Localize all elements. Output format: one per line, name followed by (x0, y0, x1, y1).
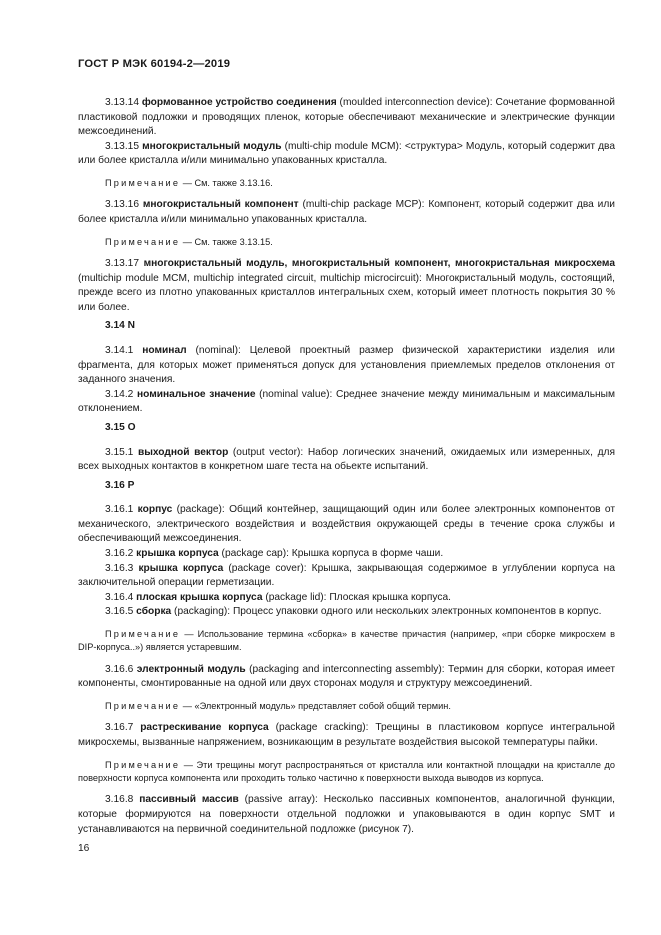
entry-definition: (package cover): Крышка, закрывающая содержимое в углублении корпуса на заключительной операции герметизации. (78, 562, 615, 589)
entry-number: 3.15.1 (105, 446, 134, 458)
entry-definition: (packaging and interconnecting assembly): Термин для сборки, которая имеет компоненты, смонтированные на одной или двух сторонах модуля и структуру межсоединений. (78, 663, 615, 690)
entry-number: 3.16.5 (105, 606, 134, 618)
entry-number: 3.16.1 (105, 504, 134, 516)
note-text: — Эти трещины могут распространяться от кристалла или контактной площадки на кристалле до поверхности корпуса компонента или проходить только частично к поверхности выхода выводов из корпуса. (78, 759, 615, 784)
document-body (78, 96, 615, 837)
entry-number: 3.16.3 (105, 562, 134, 574)
entry-term: плоская крышка корпуса (136, 591, 263, 603)
entry-term: номинальное значение (136, 388, 256, 400)
entry-definition: (package lid): Плоская крышка корпуса. (262, 591, 451, 603)
entry-term: формованное устройство соединения (141, 97, 337, 108)
note-label: Примечание (105, 629, 181, 640)
note-text: — См. также 3.13.16. (180, 177, 273, 188)
entry-number: 3.13.14 (105, 97, 139, 108)
entry-term: номинал (142, 344, 187, 356)
page-number: 16 (78, 843, 90, 854)
entry-definition: (package cap): Крышка корпуса в форме чаши. (218, 548, 444, 560)
entry-definition: (nominal): Целевой проектный размер физической характеристики изделия или фрагмента, для которых может применяться допуск для установления приемлемых пределов отклонения от заданного значения. (78, 344, 615, 386)
note-label: Примечание (105, 177, 181, 188)
entry-definition: (multi-chip package MCP): Компонент, который содержит два или более кристалла и/или минимально упакованных кристалла. (78, 199, 615, 225)
entry-definition: (passive array): Несколько пассивных компонентов, аналогичной функции, которые формируются на поверхности отдельной подложки и упаковываются в один корпус SMT и устанавливаются на первичной соединительной подложке (рисунок 7). (78, 794, 615, 835)
entry-definition: (multi-chip module MCM): <структура> Модуль, который содержит два или более кристалла и/или минимально упакованных кристалла. (78, 140, 615, 167)
entry-term: выходной вектор (137, 446, 229, 458)
entry-definition: (multichip module MCM, multichip integrated circuit, multichip microcircuit): Многокристальный модуль, состоящий, прежде всего из плотно упакованных кристаллов интегральных схем, который имеет плотность покрытия 30 % или более. (78, 272, 615, 313)
entry-number: 3.14.2 (105, 388, 134, 400)
entry-definition: (packaging): Процесс упаковки одного или нескольких электронных компонентов в корпус. (171, 606, 602, 618)
note-label: Примечание (105, 236, 181, 247)
note (78, 700, 615, 713)
entry-term: крышка корпуса (138, 562, 224, 574)
entry-number: 3.13.15 (105, 140, 139, 152)
entry-term: сборка (136, 606, 172, 618)
term-entry (78, 591, 615, 606)
entry-number: 3.16.7 (105, 722, 134, 734)
section-heading: 3.15 O (105, 421, 136, 433)
entry-term: многокристальный модуль (142, 140, 282, 152)
entry-term: корпус (137, 504, 173, 516)
term-entry (78, 503, 615, 547)
section-heading: 3.16 P (105, 479, 135, 491)
entry-number: 3.16.2 (105, 548, 134, 560)
entry-definition: (output vector): Набор логических значений, ожидаемых или измеренных, для всех выходных контактов в конкретном шаге теста на обьекте испытаний. (78, 446, 615, 473)
entry-number: 3.16.4 (105, 591, 134, 603)
note (78, 759, 615, 786)
note-text: — Использование термина «сборка» в качестве причастия (например, «при сборке микросхем в DIP-корпуса..») является устаревшим. (78, 629, 615, 653)
entry-number: 3.16.8 (105, 794, 134, 806)
term-entry (78, 344, 615, 388)
term-entry (78, 562, 615, 591)
note (78, 628, 615, 655)
entry-term: многокристальный компонент (142, 199, 299, 211)
term-entry (78, 605, 615, 620)
entry-definition: (nominal value): Среднее значение между минимальным и максимальным отклонением. (78, 388, 615, 415)
entry-number: 3.13.17 (105, 257, 139, 269)
entry-term: крышка корпуса (136, 548, 219, 560)
note (78, 236, 615, 249)
entry-definition: (package): Общий контейнер, защищающий один или более электронных компонентов от механического, электрического воздействия и воздействия окружающей среды в течение срока службы и обеспечивающий межсоединения. (78, 504, 616, 545)
note-label: Примечание (105, 701, 181, 712)
term-entry (78, 198, 615, 227)
entry-term: растрескивание корпуса (140, 722, 269, 734)
section-heading: 3.14 N (105, 320, 136, 332)
note (78, 177, 615, 190)
entry-term: пассивный массив (139, 794, 239, 806)
term-entry (78, 140, 615, 169)
entry-term: электронный модуль (136, 663, 246, 675)
note-label: Примечание (105, 759, 181, 770)
term-entry (78, 446, 615, 475)
term-entry (78, 96, 615, 140)
term-entry (78, 257, 615, 315)
term-entry (78, 388, 615, 417)
term-entry (78, 547, 615, 562)
entry-number: 3.13.16 (105, 199, 139, 211)
entry-number: 3.14.1 (105, 344, 134, 356)
entry-definition: (moulded interconnection device): Сочетание формованной пластиковой подложки и проводящих пленок, которые обеспечивают механические и электрические функции межсоединений. (78, 97, 615, 138)
term-entry (78, 793, 615, 837)
document-header: ГОСТ Р МЭК 60194-2—2019 (78, 58, 231, 70)
note-text: — «Электронный модуль» представляет собой общий термин. (180, 701, 451, 712)
entry-definition: (package cracking): Трещины в пластиковом корпусе интегральной микросхемы, вызванные напряжением, возникающим в результате воздействия высокой температуры пайки. (78, 722, 615, 749)
note-text: — См. также 3.13.15. (180, 236, 273, 247)
term-entry (78, 721, 615, 750)
term-entry (78, 663, 615, 692)
entry-number: 3.16.6 (105, 663, 134, 675)
document-page (78, 58, 615, 837)
entry-term: многокристальный модуль, многокристальный компонент, многокристальная микросхема (143, 257, 615, 269)
